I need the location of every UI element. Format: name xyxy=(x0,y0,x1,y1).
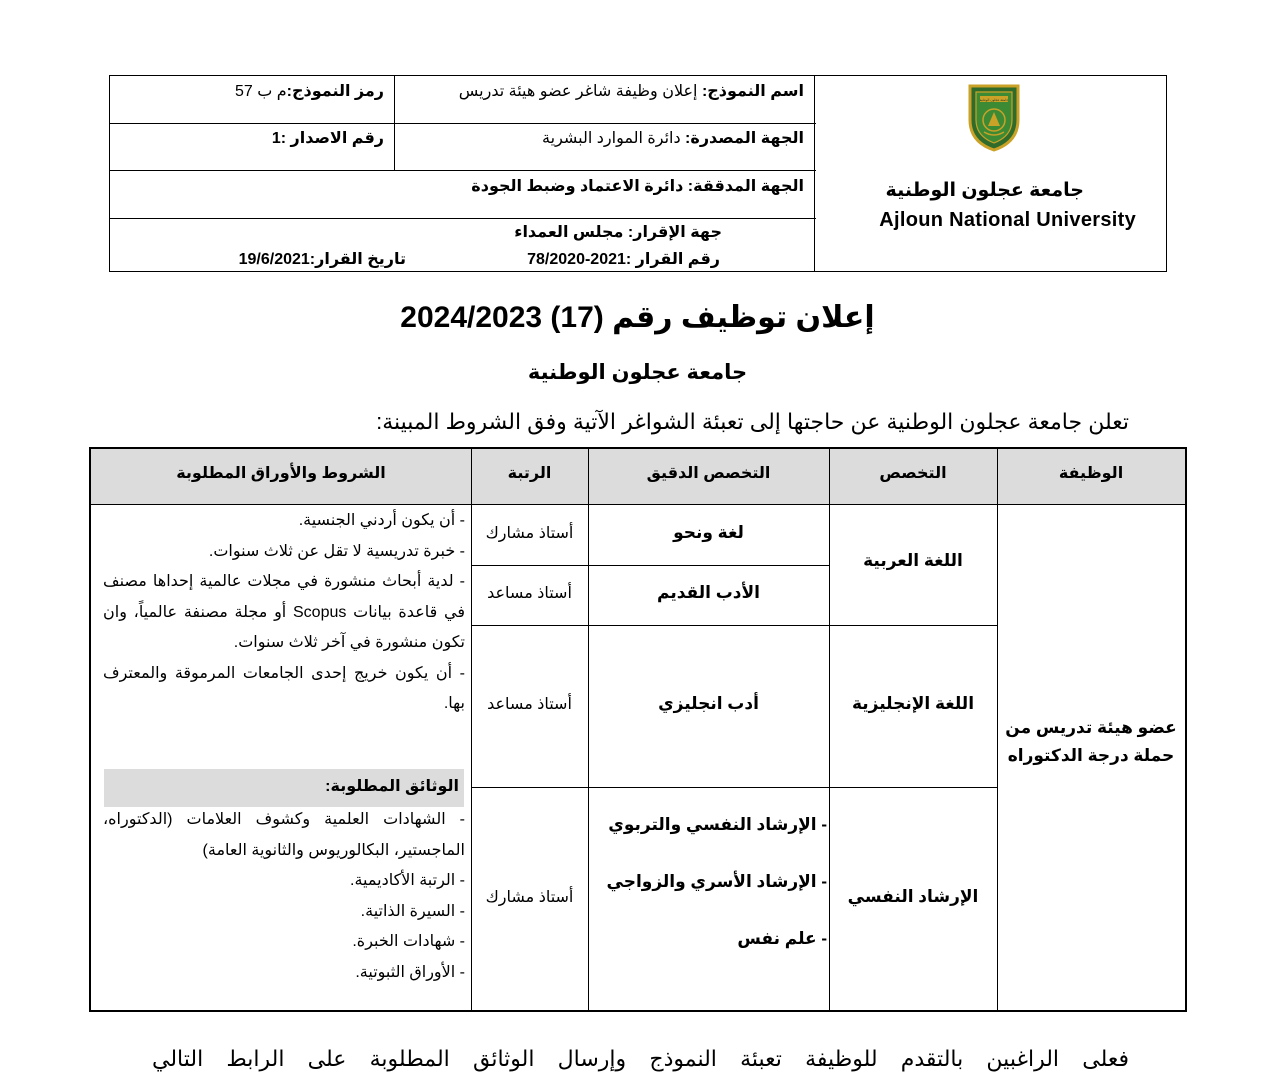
application-instructions: فعلى الراغبين بالتقدم للوظيفة تعبئة النموذج وإرسال الوثائق المطلوبة على الرابط التالي xyxy=(152,1046,1129,1071)
decision-date-field xyxy=(239,249,406,269)
divider xyxy=(91,504,1185,505)
auditor-value: دائرة الاعتماد وضبط الجودة xyxy=(471,178,684,195)
documents-heading-bar xyxy=(104,769,464,807)
announcement-intro: تعلن جامعة عجلون الوطنية عن حاجتها إلى تعبئة الشواغر الآتية وفق الشروط المبينة: xyxy=(376,409,1129,434)
header-conditions: الشروط والأوراق المطلوبة xyxy=(176,465,386,482)
rank-arabic-grammar: أستاذ مشارك xyxy=(485,525,574,542)
spec-psychology: - علم نفس xyxy=(737,929,827,948)
conditions-list xyxy=(103,506,465,720)
issuer-field xyxy=(542,128,804,148)
header-job: الوظيفة xyxy=(1058,465,1124,482)
rank-arabic-literature: أستاذ مساعد xyxy=(487,585,572,602)
spec-arabic-grammar: لغة ونحو xyxy=(673,523,744,542)
issuer-label: الجهة المصدرة: xyxy=(685,130,804,147)
document-item: - شهادات الخبرة. xyxy=(352,933,465,950)
spec-arabic-literature: الأدب القديم xyxy=(657,583,760,602)
auditor-field xyxy=(471,176,804,196)
header-rank: الرتبة xyxy=(507,465,552,482)
document-item: - السيرة الذاتية. xyxy=(360,902,465,920)
university-name-arabic: جامعة عجلون الوطنية xyxy=(885,180,1084,201)
decision-number-value: 78/2020-2021 xyxy=(527,251,626,268)
announcement-title: إعلان توظيف رقم (17) 2024/2023 xyxy=(400,301,875,334)
condition-item: - أن يكون خريج إحدى الجامعات المرموقة والمعترف بها. xyxy=(103,664,465,712)
condition-item: - أن يكون أردني الجنسية. xyxy=(298,512,465,529)
approval-field xyxy=(514,222,722,242)
divider xyxy=(471,565,829,566)
spec-english-literature: أدب انجليزي xyxy=(658,694,759,713)
major-psychology: الإرشاد النفسي xyxy=(847,887,979,906)
issuer-value: دائرة الموارد البشرية xyxy=(542,130,681,147)
divider xyxy=(394,76,395,170)
form-name-field xyxy=(459,81,804,101)
form-code-label: رمز النموذج: xyxy=(286,83,384,100)
form-name-value: إعلان وظيفة شاغر عضو هيئة تدريس xyxy=(458,83,698,100)
version-value: 1 xyxy=(271,130,281,147)
major-arabic: اللغة العربية xyxy=(863,551,963,570)
spec-psychology-list xyxy=(588,787,829,1010)
divider xyxy=(829,449,830,1010)
version-label: رقم الاصدار : xyxy=(280,130,384,147)
approval-value: مجلس العمداء xyxy=(514,224,624,241)
documents-heading: الوثائق المطلوبة: xyxy=(325,778,459,795)
university-logo xyxy=(966,80,1022,152)
university-logo-cell xyxy=(814,76,1166,271)
spec-psych-counseling: - الإرشاد النفسي والتربوي xyxy=(608,815,827,834)
university-name-english: Ajloun National University xyxy=(879,209,1136,231)
decision-date-value: 19/6/2021 xyxy=(238,251,310,268)
decision-number-label: رقم القرار : xyxy=(625,251,720,268)
divider xyxy=(110,170,816,171)
form-name-label: اسم النموذج: xyxy=(701,83,804,100)
divider xyxy=(997,449,998,1010)
header-major: التخصص xyxy=(879,465,947,482)
header-specialization: التخصص الدقيق xyxy=(646,465,771,482)
logo-caption: جامعة عجلون الوطنية xyxy=(979,98,1009,102)
job-title-cell: عضو هيئة تدريس من حملة درجة الدكتوراه xyxy=(1005,718,1177,765)
announcement-subtitle: جامعة عجلون الوطنية xyxy=(527,361,748,384)
rank-english-literature: أستاذ مساعد xyxy=(487,696,572,713)
vacancies-table xyxy=(89,447,1187,1012)
rank-psychology: أستاذ مشارك xyxy=(485,889,574,906)
auditor-label: الجهة المدققة: xyxy=(687,178,804,195)
divider xyxy=(110,123,816,124)
form-code-field xyxy=(235,81,384,101)
spec-family-counseling: - الإرشاد الأسري والزواجي xyxy=(606,872,827,891)
document-item: - الشهادات العلمية وكشوف العلامات (الدكتوراه، الماجستير، البكالوريوس والثانوية العامة) xyxy=(103,811,465,859)
decision-number-field xyxy=(527,249,720,269)
condition-item: - خبرة تدريسية لا تقل عن ثلاث سنوات. xyxy=(208,542,465,560)
form-header-table xyxy=(109,75,1167,272)
decision-date-label: تاريخ القرار: xyxy=(309,251,406,268)
major-english: اللغة الإنجليزية xyxy=(851,694,975,713)
document-item: - الأوراق الثبوتية. xyxy=(355,963,465,981)
condition-item: - لدية أبحاث منشورة في مجلات عالمية إحداها مصنف في قاعدة بيانات Scopus أو مجلة مصنفة عالمياً، وان تكون منشورة في آخر ثلاث سنوات. xyxy=(103,573,466,651)
divider xyxy=(110,218,816,219)
document-item: - الرتبة الأكاديمية. xyxy=(350,872,465,889)
form-code-value: م ب 57 xyxy=(234,83,287,100)
documents-list xyxy=(103,805,465,988)
divider xyxy=(471,625,997,626)
approval-label: جهة الإقرار: xyxy=(627,224,722,241)
version-field xyxy=(272,128,384,148)
